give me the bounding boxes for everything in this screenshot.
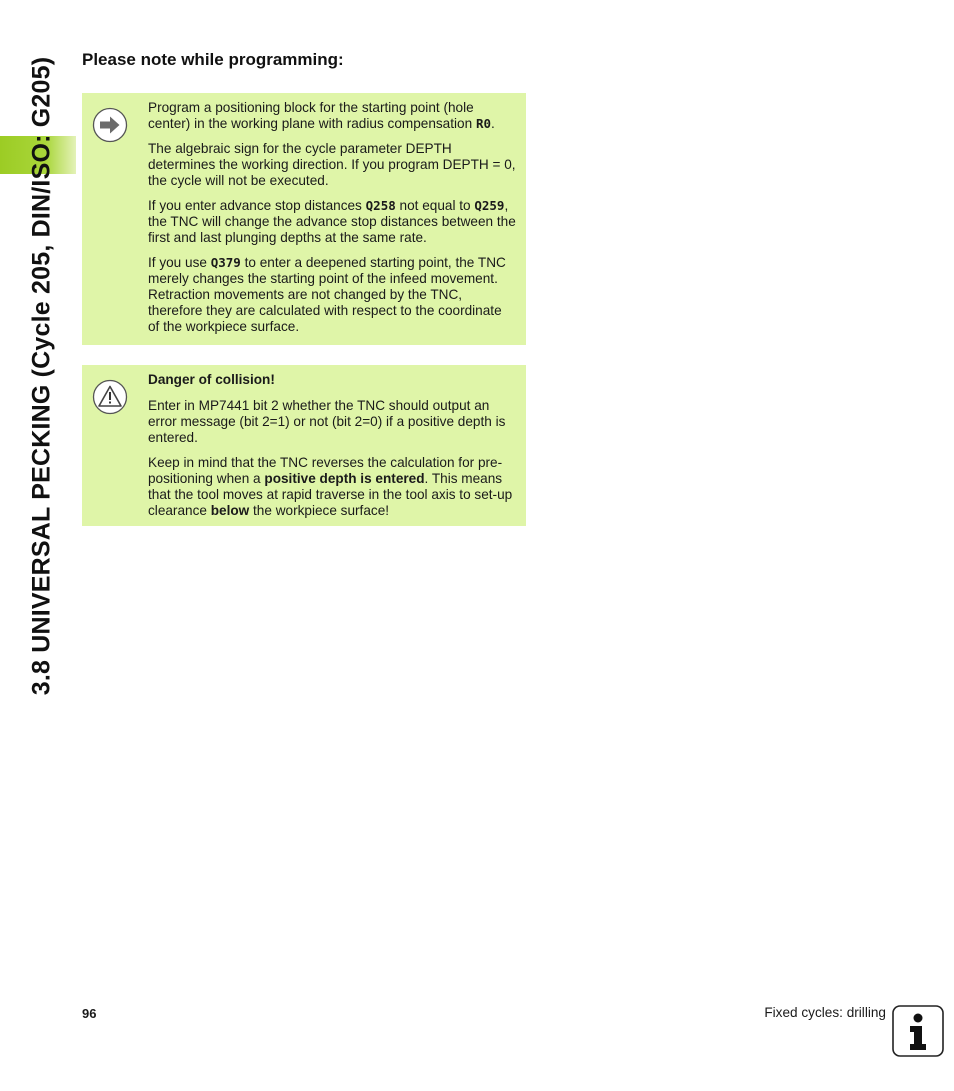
note-paragraph: Program a positioning block for the starting point (hole center) in the working plane with radius compensation R0. bbox=[148, 100, 495, 131]
info-icon[interactable] bbox=[892, 1005, 944, 1057]
chapter-title: 3.8 UNIVERSAL PECKING (Cycle 205, DIN/ISO: G205) bbox=[27, 56, 56, 696]
warning-triangle-icon bbox=[92, 379, 128, 415]
section-heading: Please note while programming: bbox=[82, 50, 344, 69]
note-paragraph: If you enter advance stop distances Q258 not equal to Q259, the TNC will change the advance stop distances between the first and last plunging depths at the same rate. bbox=[148, 198, 516, 245]
footer-section-title: Fixed cycles: drilling bbox=[764, 1005, 886, 1020]
arrow-right-icon bbox=[92, 107, 128, 143]
note-paragraph: Keep in mind that the TNC reverses the calculation for pre-positioning when a positive depth is entered. This means that the tool moves at rapid traverse in the tool axis to set-up clearance below the workpiece surface! bbox=[148, 455, 513, 518]
danger-title: Danger of collision! bbox=[148, 372, 275, 387]
danger-note-box bbox=[82, 365, 526, 526]
note-paragraph: If you use Q379 to enter a deepened starting point, the TNC merely changes the starting point of the infeed movement. Retraction movements are not changed by the TNC, therefore they are calculated with respect to the coordinate of the workpiece surface. bbox=[148, 255, 506, 334]
note-paragraph: The algebraic sign for the cycle parameter DEPTH determines the working direction. If you program DEPTH = 0, the cycle will not be executed. bbox=[148, 141, 516, 188]
programming-note-box bbox=[82, 93, 526, 345]
page-number: 96 bbox=[82, 1006, 97, 1021]
note-paragraph: Enter in MP7441 bit 2 whether the TNC should output an error message (bit 2=1) or not (bit 2=0) if a positive depth is entered. bbox=[148, 398, 506, 445]
